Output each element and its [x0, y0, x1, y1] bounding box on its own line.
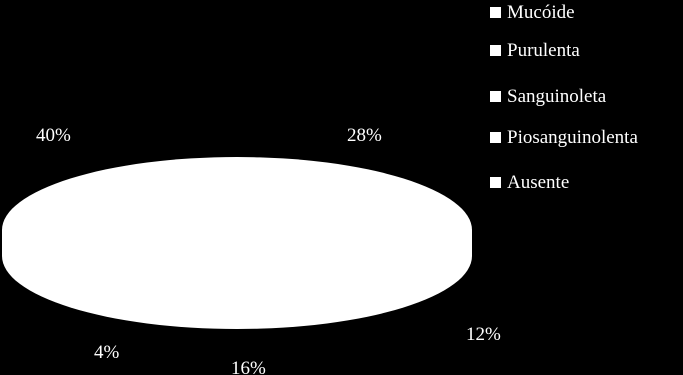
label-sanguinoleta: 16%: [231, 358, 266, 375]
legend-label-mucoide: Mucóide: [507, 2, 575, 23]
label-mucoide: 28%: [347, 125, 382, 146]
legend-item-purulenta: [490, 40, 580, 61]
label-purulenta: 12%: [466, 324, 501, 345]
pie-top-surface: [2, 157, 472, 303]
legend-swatch-piosanguinolenta: [490, 132, 501, 143]
legend-swatch-sanguinoleta: [490, 91, 501, 102]
legend-item-piosanguinolenta: [490, 127, 638, 148]
label-piosanguinolenta: 4%: [94, 342, 120, 363]
legend-label-ausente: Ausente: [507, 172, 570, 193]
legend-swatch-mucoide: [490, 7, 501, 18]
legend-swatch-purulenta: [490, 45, 501, 56]
legend-swatch-ausente: [490, 177, 501, 188]
legend-item-sanguinoleta: [490, 86, 607, 107]
pie-body: [2, 157, 472, 329]
legend-item-mucoide: [490, 2, 575, 23]
label-ausente: 40%: [36, 125, 71, 146]
legend-label-piosanguinolenta: Piosanguinolenta: [507, 127, 638, 148]
legend-label-sanguinoleta: Sanguinoleta: [507, 86, 607, 107]
legend: [490, 2, 638, 193]
legend-label-purulenta: Purulenta: [507, 40, 580, 61]
legend-item-ausente: [490, 172, 569, 193]
